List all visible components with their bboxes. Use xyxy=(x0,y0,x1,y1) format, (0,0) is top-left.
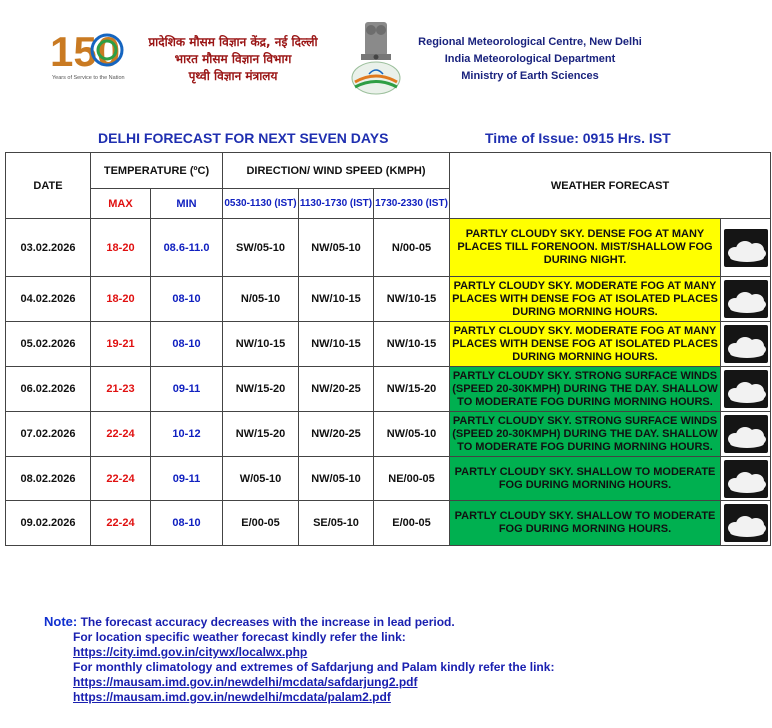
row-weather-forecast: PARTLY CLOUDY SKY. DENSE FOG AT MANY PLACES TILL FORENOON. MIST/SHALLOW FOG DURING NIGHT. xyxy=(450,219,721,277)
row-wind-slot-3: NW/05-10 xyxy=(374,412,450,457)
row-min-temp: 08-10 xyxy=(151,277,223,322)
hindi-line-2: भारत मौसम विज्ञान विभाग xyxy=(174,52,292,66)
row-date: 05.02.2026 xyxy=(6,322,91,367)
row-wind-slot-2: NW/05-10 xyxy=(299,219,374,277)
table-row xyxy=(6,322,771,367)
row-max-temp: 22-24 xyxy=(91,501,151,546)
row-wind-slot-1: SW/05-10 xyxy=(223,219,299,277)
english-line-2: India Meteorological Department xyxy=(444,53,616,65)
forecast-table xyxy=(5,152,771,546)
header-max: MAX xyxy=(91,189,151,219)
forecast-title: DELHI FORECAST FOR NEXT SEVEN DAYS xyxy=(98,130,389,146)
row-min-temp: 08.6-11.0 xyxy=(151,219,223,277)
row-wind-slot-1: NW/15-20 xyxy=(223,367,299,412)
row-wind-slot-2: NW/10-15 xyxy=(299,322,374,367)
row-wind-slot-3: NW/10-15 xyxy=(374,322,450,367)
row-weather-icon-cell xyxy=(721,219,771,277)
row-weather-icon-cell xyxy=(721,367,771,412)
table-row xyxy=(6,501,771,546)
row-wind-slot-2: SE/05-10 xyxy=(299,501,374,546)
note-line-3: For monthly climatology and extremes of Safdarjung and Palam kindly refer the link: xyxy=(73,660,555,674)
foggy-cloud-icon xyxy=(724,415,768,453)
row-max-temp: 19-21 xyxy=(91,322,151,367)
english-header xyxy=(410,34,650,85)
issue-time: Time of Issue: 0915 Hrs. IST xyxy=(485,130,671,146)
logo-number: 150 xyxy=(50,28,121,75)
logo-caption: Years of Service to the Nation xyxy=(52,75,125,81)
row-weather-forecast: PARTLY CLOUDY SKY. MODERATE FOG AT MANY PLACES WITH DENSE FOG AT ISOLATED PLACES DURING MORNING HOURS. xyxy=(450,322,721,367)
row-min-temp: 10-12 xyxy=(151,412,223,457)
row-date: 08.02.2026 xyxy=(6,457,91,501)
national-emblem-icon xyxy=(345,16,407,102)
row-weather-forecast: PARTLY CLOUDY SKY. STRONG SURFACE WINDS (SPEED 20-30KMPH) DURING THE DAY. SHALLOW TO MODERATE FOG DURING MORNING HOURS. xyxy=(450,412,721,457)
row-max-temp: 21-23 xyxy=(91,367,151,412)
note-line-2: For location specific weather forecast kindly refer the link: xyxy=(73,630,406,644)
row-max-temp: 22-24 xyxy=(91,457,151,501)
row-wind-slot-2: NW/20-25 xyxy=(299,412,374,457)
row-max-temp: 18-20 xyxy=(91,219,151,277)
header-slot-3: 1730-2330 (IST) xyxy=(374,189,450,219)
foggy-cloud-icon xyxy=(724,460,768,498)
hindi-header xyxy=(128,34,338,85)
link-palam-pdf[interactable]: https://mausam.imd.gov.in/newdelhi/mcdata/palam2.pdf xyxy=(73,690,391,704)
imd-150-logo xyxy=(50,22,125,84)
header-slot-2: 1130-1730 (IST) xyxy=(299,189,374,219)
row-weather-forecast: PARTLY CLOUDY SKY. MODERATE FOG AT MANY PLACES WITH DENSE FOG AT ISOLATED PLACES DURING MORNING HOURS. xyxy=(450,277,721,322)
row-weather-icon-cell xyxy=(721,412,771,457)
row-wind-slot-1: NW/10-15 xyxy=(223,322,299,367)
table-row xyxy=(6,367,771,412)
row-wind-slot-1: W/05-10 xyxy=(223,457,299,501)
foggy-cloud-icon xyxy=(724,229,768,267)
row-weather-icon-cell xyxy=(721,501,771,546)
row-weather-icon-cell xyxy=(721,457,771,501)
header-slot-1: 0530-1130 (IST) xyxy=(223,189,299,219)
row-date: 07.02.2026 xyxy=(6,412,91,457)
row-wind-slot-2: NW/20-25 xyxy=(299,367,374,412)
note-section xyxy=(44,614,554,705)
header-min: MIN xyxy=(151,189,223,219)
link-local-weather[interactable]: https://city.imd.gov.in/citywx/localwx.php xyxy=(73,645,308,659)
row-weather-forecast: PARTLY CLOUDY SKY. STRONG SURFACE WINDS (SPEED 20-30KMPH) DURING THE DAY. SHALLOW TO MODERATE FOG DURING MORNING HOURS. xyxy=(450,367,721,412)
row-wind-slot-1: N/05-10 xyxy=(223,277,299,322)
header-weather-forecast: WEATHER FORECAST xyxy=(450,153,771,219)
header-wind: DIRECTION/ WIND SPEED (KMPH) xyxy=(223,153,450,189)
row-weather-forecast: PARTLY CLOUDY SKY. SHALLOW TO MODERATE FOG DURING MORNING HOURS. xyxy=(450,501,721,546)
english-line-3: Ministry of Earth Sciences xyxy=(461,70,599,82)
table-row xyxy=(6,219,771,277)
row-min-temp: 08-10 xyxy=(151,322,223,367)
row-wind-slot-2: NW/10-15 xyxy=(299,277,374,322)
table-row xyxy=(6,412,771,457)
row-date: 09.02.2026 xyxy=(6,501,91,546)
link-safdarjung-pdf[interactable]: https://mausam.imd.gov.in/newdelhi/mcdata/safdarjung2.pdf xyxy=(73,675,418,689)
row-weather-forecast: PARTLY CLOUDY SKY. SHALLOW TO MODERATE FOG DURING MORNING HOURS. xyxy=(450,457,721,501)
hindi-line-3: पृथ्वी विज्ञान मंत्रालय xyxy=(188,69,278,83)
row-date: 04.02.2026 xyxy=(6,277,91,322)
row-weather-icon-cell xyxy=(721,322,771,367)
foggy-cloud-icon xyxy=(724,325,768,363)
row-wind-slot-2: NW/05-10 xyxy=(299,457,374,501)
note-label: Note: xyxy=(44,614,78,629)
row-wind-slot-1: NW/15-20 xyxy=(223,412,299,457)
row-wind-slot-3: NE/00-05 xyxy=(374,457,450,501)
foggy-cloud-icon xyxy=(724,504,768,542)
row-min-temp: 09-11 xyxy=(151,457,223,501)
note-text: The forecast accuracy decreases with the increase in lead period. xyxy=(80,615,455,629)
row-weather-icon-cell xyxy=(721,277,771,322)
row-wind-slot-1: E/00-05 xyxy=(223,501,299,546)
row-wind-slot-3: N/00-05 xyxy=(374,219,450,277)
foggy-cloud-icon xyxy=(724,370,768,408)
row-wind-slot-3: NW/10-15 xyxy=(374,277,450,322)
row-max-temp: 18-20 xyxy=(91,277,151,322)
row-max-temp: 22-24 xyxy=(91,412,151,457)
foggy-cloud-icon xyxy=(724,280,768,318)
row-min-temp: 09-11 xyxy=(151,367,223,412)
row-wind-slot-3: E/00-05 xyxy=(374,501,450,546)
table-row xyxy=(6,277,771,322)
row-min-temp: 08-10 xyxy=(151,501,223,546)
row-date: 03.02.2026 xyxy=(6,219,91,277)
header-date: DATE xyxy=(6,153,91,219)
table-row xyxy=(6,457,771,501)
english-line-1: Regional Meteorological Centre, New Delhi xyxy=(418,36,642,48)
hindi-line-1: प्रादेशिक मौसम विज्ञान केंद्र, नई दिल्ली xyxy=(148,35,318,49)
header-temperature: TEMPERATURE (ºC) xyxy=(91,153,223,189)
row-date: 06.02.2026 xyxy=(6,367,91,412)
row-wind-slot-3: NW/15-20 xyxy=(374,367,450,412)
